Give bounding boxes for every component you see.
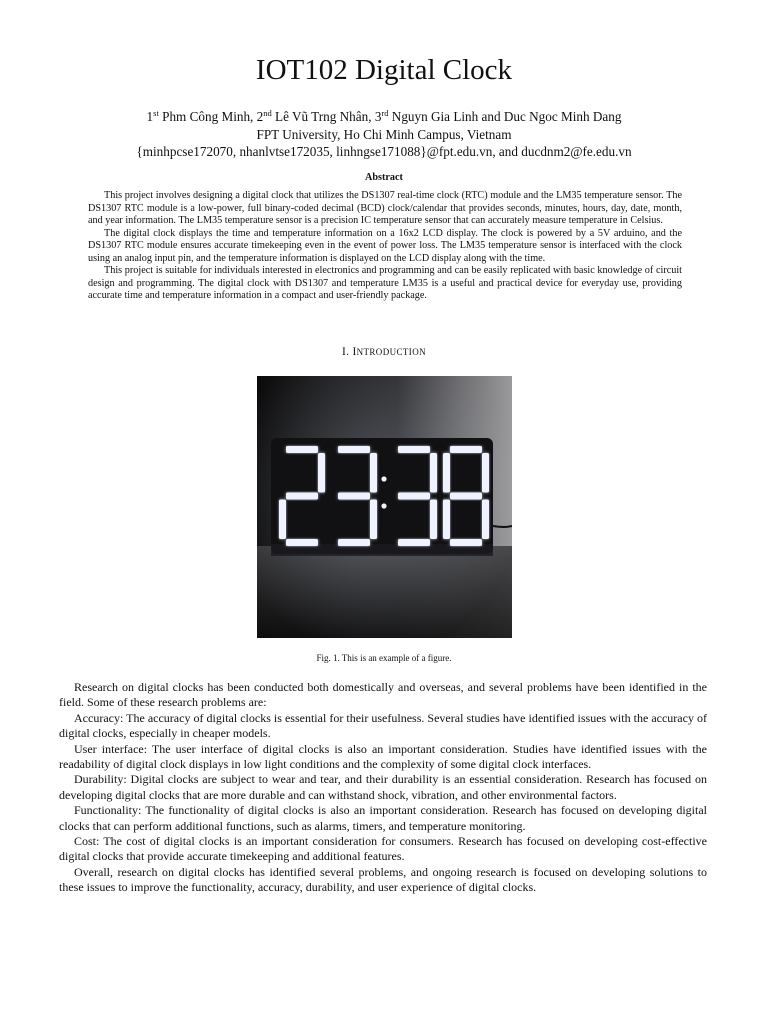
clock-segment: [398, 493, 430, 500]
paper-title: IOT102 Digital Clock: [255, 54, 513, 86]
author-3-name: Nguyn Gia Linh and Duc Ngoc Minh Dang: [388, 109, 622, 124]
section-title-rest: NTRODUCTION: [356, 347, 427, 357]
clock-segment: [338, 446, 370, 453]
clock-segment: [286, 446, 318, 453]
clock-segment: [443, 500, 450, 540]
clock-colon-dot: [381, 503, 386, 508]
clock-segment: [443, 453, 450, 493]
author-emails: {minhpcse172070, nhanlvtse172035, linhngse171088}@fpt.edu.vn, and ducdnm2@fe.edu.vn: [136, 144, 632, 159]
clock-segment: [338, 539, 370, 546]
body-paragraph: User interface: The user interface of digital clocks is also an important consideration. Studies have identified issues with the readability of digital clock displays in low light conditions and the complexity of some digital clock interfaces.: [59, 741, 707, 772]
clock-segment: [430, 500, 437, 540]
clock-photo-image: [257, 376, 512, 638]
figure-clock-photo: [257, 376, 512, 638]
body-paragraph: Overall, research on digital clocks has identified several problems, and ongoing research is focused on developing solutions to these issues to improve the functionality, accuracy, durability, and user experience of digital clocks.: [59, 864, 707, 895]
body-paragraph: Durability: Digital clocks are subject to wear and tear, and their durability is an essential consideration. Research has focused on developing digital clocks that are more durable and can withstand shock, vibration, and other environmental factors.: [59, 772, 707, 802]
author-1-name: Phm Công Minh,: [158, 109, 257, 124]
clock-segment: [370, 453, 377, 493]
body-paragraph: Functionality: The functionality of digital clocks is also an important consideration. Research has focused on developing digital clocks that can perform additional functions, such as alarms, timers, and temperature monitoring.: [59, 803, 707, 833]
clock-segment: [398, 446, 430, 453]
author-2-name: Lê Vũ Trng Nhân,: [271, 109, 375, 124]
section-heading-introduction: [0, 345, 768, 359]
author-3-ordinal-suffix: rd: [381, 108, 389, 118]
author-1-ordinal: 1: [146, 109, 154, 124]
clock-segment: [450, 539, 482, 546]
abstract-paragraph: The digital clock displays the time and temperature information on a 16x2 LCD display. The clock is powered by a 5V arduino, and the DS1307 RTC module ensures accurate timekeeping even in the event of power loss. The LM35 temperature sensor is interfaced with the clock using an analog input pin, and the temperature information is displayed on the LCD display along with the time.: [88, 227, 682, 264]
clock-segment: [482, 500, 489, 540]
abstract-heading: Abstract: [365, 172, 403, 183]
author-block: [60, 108, 708, 161]
abstract-body: [88, 190, 682, 303]
author-names: [60, 108, 708, 126]
author-affiliation: FPT University, Ho Chi Minh Campus, Vietnam: [256, 126, 512, 142]
author-2-ordinal: 2: [256, 109, 264, 124]
body-paragraph: Cost: The cost of digital clocks is an important consideration for consumers. Research has focused on developing cost-effective digital clocks that provide accurate timekeeping and additional features.: [59, 834, 707, 864]
body-paragraph: Research on digital clocks has been conducted both domestically and overseas, and several problems have been identified in the field. Some of these research problems are:: [59, 680, 707, 710]
author-3-ordinal: 3: [374, 109, 382, 124]
section-title-initial: I: [352, 346, 357, 358]
figure-caption: Fig. 1. This is an example of a figure.: [316, 653, 452, 663]
clock-segment: [318, 453, 325, 493]
clock-segment: [286, 539, 318, 546]
body-paragraph: Accuracy: The accuracy of digital clocks is essential for their usefulness. Several studies have identified issues with the accuracy of digital clocks, especially in cheaper models.: [59, 710, 707, 741]
clock-segment: [338, 493, 370, 500]
abstract-paragraph: This project involves designing a digital clock that utilizes the DS1307 real-time clock (RTC) module and the LM35 temperature sensor. The DS1307 RTC module is a low-power, full binary-coded decimal (BCD) clock/calendar that provides seconds, minutes, hours, day, date, month, and year information. The LM35 temperature sensor is a precision IC temperature sensor that can accurately measure temperature in Celsius.: [88, 190, 682, 226]
clock-segment: [430, 453, 437, 493]
author-2-ordinal-suffix: nd: [263, 108, 272, 118]
clock-segment: [286, 493, 318, 500]
clock-segment: [398, 539, 430, 546]
clock-segment: [450, 446, 482, 453]
clock-segment: [370, 500, 377, 540]
clock-segment: [482, 453, 489, 493]
introduction-body: [59, 680, 707, 896]
clock-colon-dot: [381, 476, 386, 481]
author-1-ordinal-suffix: st: [153, 108, 159, 118]
section-numeral: I.: [341, 346, 353, 358]
clock-segment: [450, 493, 482, 500]
clock-segment: [279, 500, 286, 540]
abstract-paragraph: This project is suitable for individuals interested in electronics and programming and can be easily replicated with basic knowledge of circuit design and programming. The digital clock with DS1307 and temperature LM35 is a useful and practical device for everyday use, providing accurate time and temperature information in a compact and user-friendly package.: [88, 265, 682, 301]
